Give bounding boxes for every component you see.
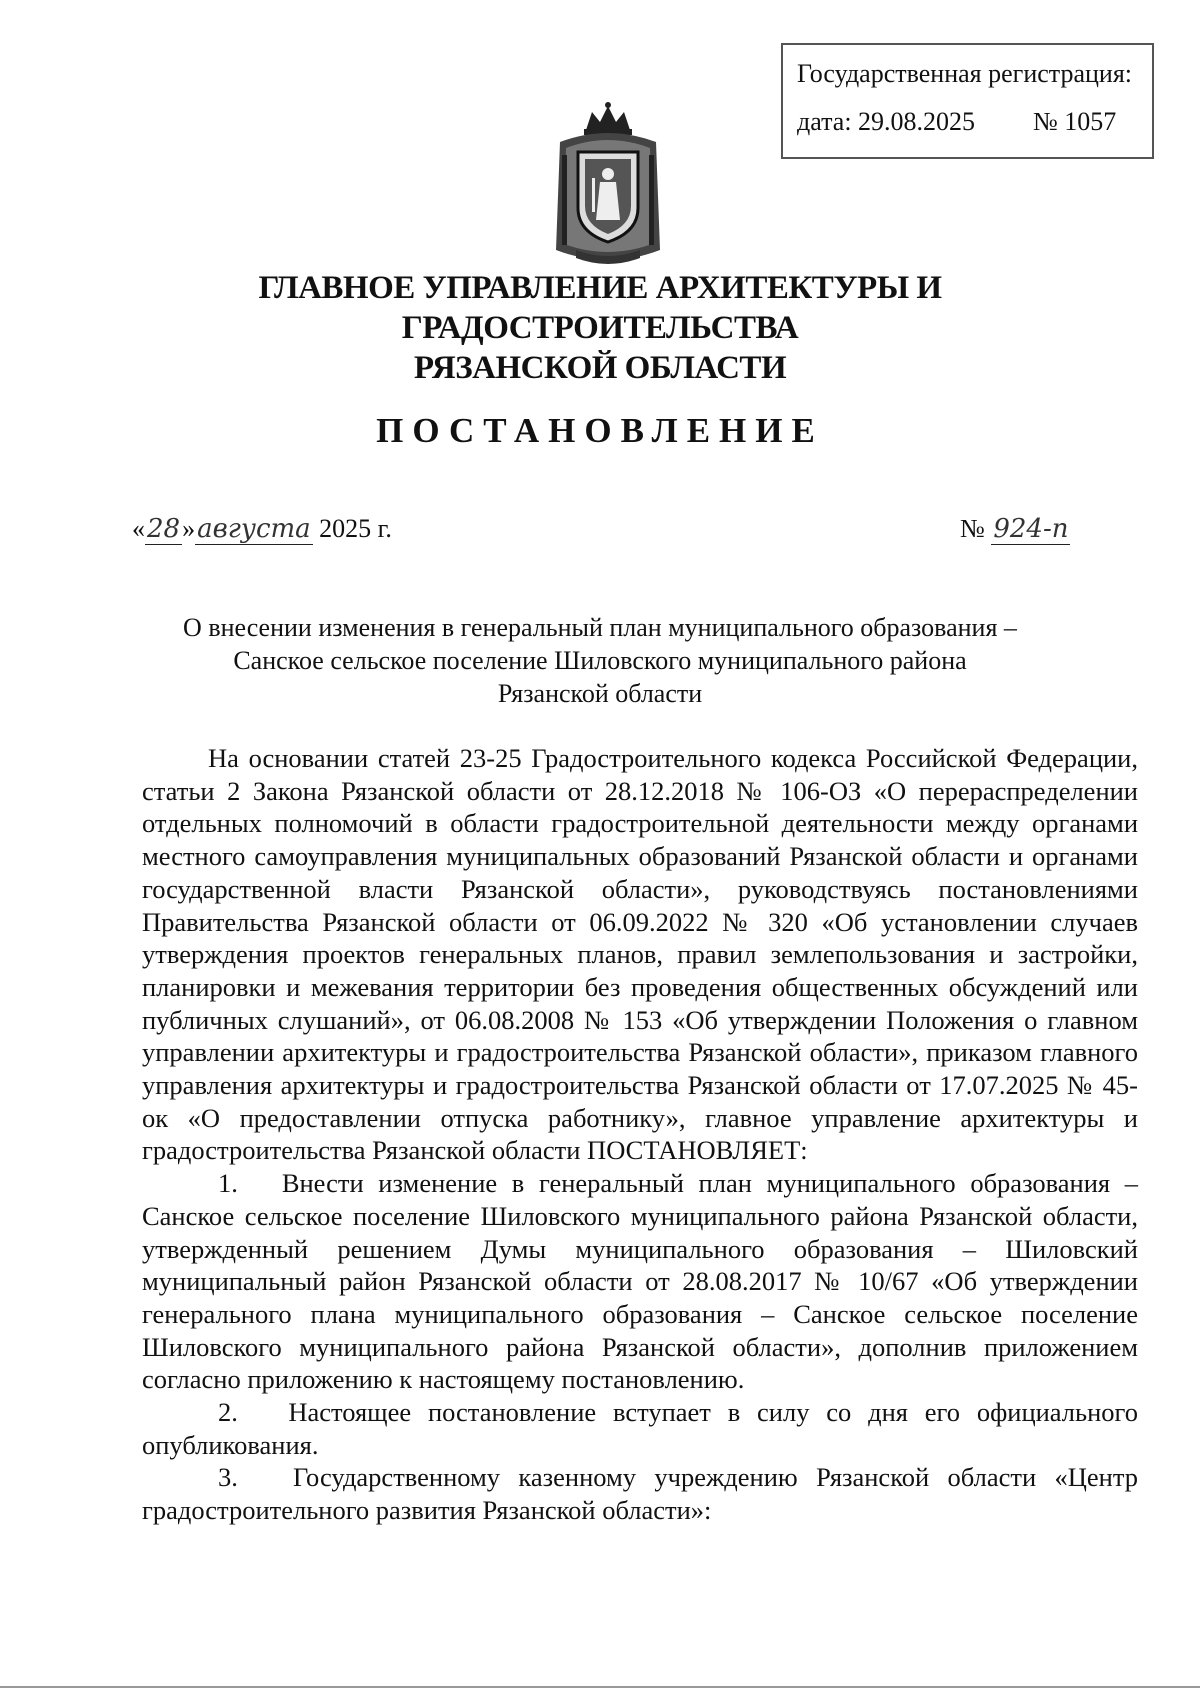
date-month: августа <box>197 514 311 544</box>
item-number: 2. <box>218 1397 238 1428</box>
organization-title <box>80 268 1120 388</box>
number-prefix: № <box>960 514 985 543</box>
document-type: ПОСТАНОВЛЕНИЕ <box>376 411 824 450</box>
item-number: 1. <box>218 1168 238 1199</box>
item-text: Внести изменение в генеральный план муниципального образования – Санское сельское поселение Шиловского муниципального района Рязанской области, утвержденный решением Думы муниципального образования – Шиловский муниципальный район Рязанской области от 28.08.2017 № 10/67 «Об утверждении генерального плана муниципального образования – Санское сельское поселение Шиловского муниципального района Рязанской области», дополнив приложением согласно приложению к настоящему постановлению. <box>142 1168 1139 1395</box>
subject-line-2: Санское сельское поселение Шиловского муниципального района <box>233 646 967 675</box>
list-item <box>142 1396 1138 1461</box>
document-date <box>132 514 392 544</box>
item-text: Государственному казенному учреждению Рязанской области «Центр градостроительного развития Рязанской области»: <box>142 1462 1138 1526</box>
date-day: 28 <box>147 514 181 544</box>
registration-date: дата: 29.08.2025 <box>797 107 976 136</box>
registration-number: № 1057 <box>1033 107 1117 136</box>
organization-line-2: РЯЗАНСКОЙ ОБЛАСТИ <box>413 350 787 386</box>
coat-of-arms-icon <box>548 100 668 270</box>
subject-line-1: О внесении изменения в генеральный план муниципального образования – <box>183 613 1017 642</box>
list-item <box>142 1461 1138 1526</box>
document-subject <box>130 611 1070 710</box>
preamble-paragraph: На основании статей 23-25 Градостроительного кодекса Российской Федерации, статьи 2 Закона Рязанской области от 28.12.2018 № 106-ОЗ «О перераспределении отдельных полномочий в области градостроительной деятельности между органами местного самоуправления муниципальных образований Рязанской области и органами государственной власти Рязанской области», руководствуясь постановлениями Правительства Рязанской области от 06.09.2022 № 320 «Об установлении случаев утверждения проектов генеральных планов, правил землепользования и застройки, планировки и межевания территории без проведения общественных обсуждений или публичных слушаний», от 06.08.2008 № 153 «Об утверждении Положения о главном управлении архитектуры и градостроительства Рязанской области», приказом главного управления архитектуры и градостроительства Рязанской области от 17.07.2025 № 45-ок «О предоставлении отпуска работнику», главное управление архитектуры и градостроительства Рязанской области ПОСТАНОВЛЯЕТ: <box>142 743 1138 1166</box>
organization-line-1: ГЛАВНОЕ УПРАВЛЕНИЕ АРХИТЕКТУРЫ И ГРАДОСТРОИТЕЛЬСТВА <box>258 270 942 346</box>
item-text: Настоящее постановление вступает в силу со дня его официального опубликования. <box>142 1397 1138 1460</box>
date-open-quote: « <box>132 514 145 543</box>
page-bottom-edge <box>0 1686 1200 1688</box>
registration-title: Государственная регистрация: <box>797 59 1133 88</box>
date-close-quote: » <box>182 514 196 543</box>
number-value: 924-п <box>993 514 1069 544</box>
item-number: 3. <box>218 1462 238 1493</box>
date-year: 2025 г. <box>319 514 392 543</box>
document-body <box>142 742 1138 1527</box>
subject-line-3: Рязанской области <box>497 679 703 708</box>
list-item <box>142 1167 1138 1396</box>
registration-stamp <box>781 43 1154 159</box>
document-number <box>960 514 1070 544</box>
